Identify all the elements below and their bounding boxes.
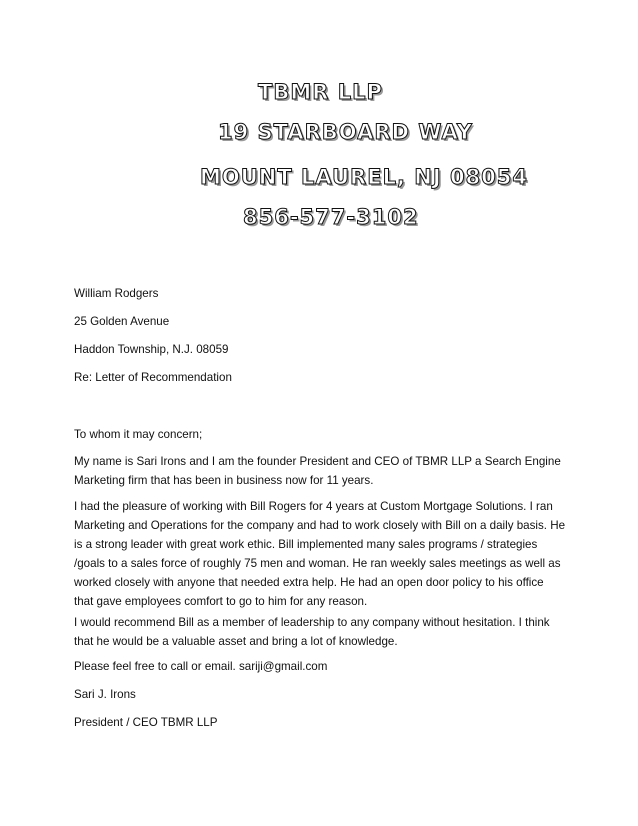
paragraph-line: that gave employees comfort to go to him for any reason. [74, 595, 368, 608]
paragraph-line: I would recommend Bill as a member of leadership to any company without hesitation. I think [74, 616, 550, 629]
paragraph-line: worked closely with anyone that needed extra help. He had an open door policy to his office [74, 576, 544, 589]
contact-line: Please feel free to call or email. sariji@gmail.com [74, 660, 328, 673]
letterhead-street: 19 STARBOARD WAY [218, 120, 473, 144]
paragraph-line: My name is Sari Irons and I am the founder President and CEO of TBMR LLP a Search Engine [74, 455, 561, 468]
recipient-city: Haddon Township, N.J. 08059 [74, 343, 229, 356]
paragraph-line: I had the pleasure of working with Bill Rogers for 4 years at Custom Mortgage Solutions. I ran [74, 500, 553, 513]
paragraph-intro [74, 452, 574, 490]
letterhead-company: TBMR LLP [258, 80, 383, 104]
recipient-street: 25 Golden Avenue [74, 315, 170, 328]
signature-title: President / CEO TBMR LLP [74, 716, 218, 729]
signature-name: Sari J. Irons [74, 688, 136, 701]
letterhead-phone: 856-577-3102 [243, 205, 419, 229]
paragraph-recommendation [74, 613, 574, 651]
salutation: To whom it may concern; [74, 428, 203, 441]
paragraph-line: Marketing and Operations for the company and had to work closely with Bill on a daily basis. He [74, 519, 566, 532]
paragraph-line: /goals to a sales force of roughly 75 men and woman. He ran weekly sales meetings as well as [74, 557, 561, 570]
paragraph-line: Marketing firm that has been in business now for 11 years. [74, 474, 374, 487]
paragraph-line: that he would be a valuable asset and bring a lot of knowledge. [74, 635, 398, 648]
subject-line: Re: Letter of Recommendation [74, 371, 232, 384]
paragraph-experience [74, 497, 574, 611]
letterhead-city: MOUNT LAUREL, NJ 08054 [200, 165, 528, 189]
paragraph-line: is a strong leader with great work ethic. Bill implemented many sales programs / strategies [74, 538, 538, 551]
recipient-name: William Rodgers [74, 287, 159, 300]
